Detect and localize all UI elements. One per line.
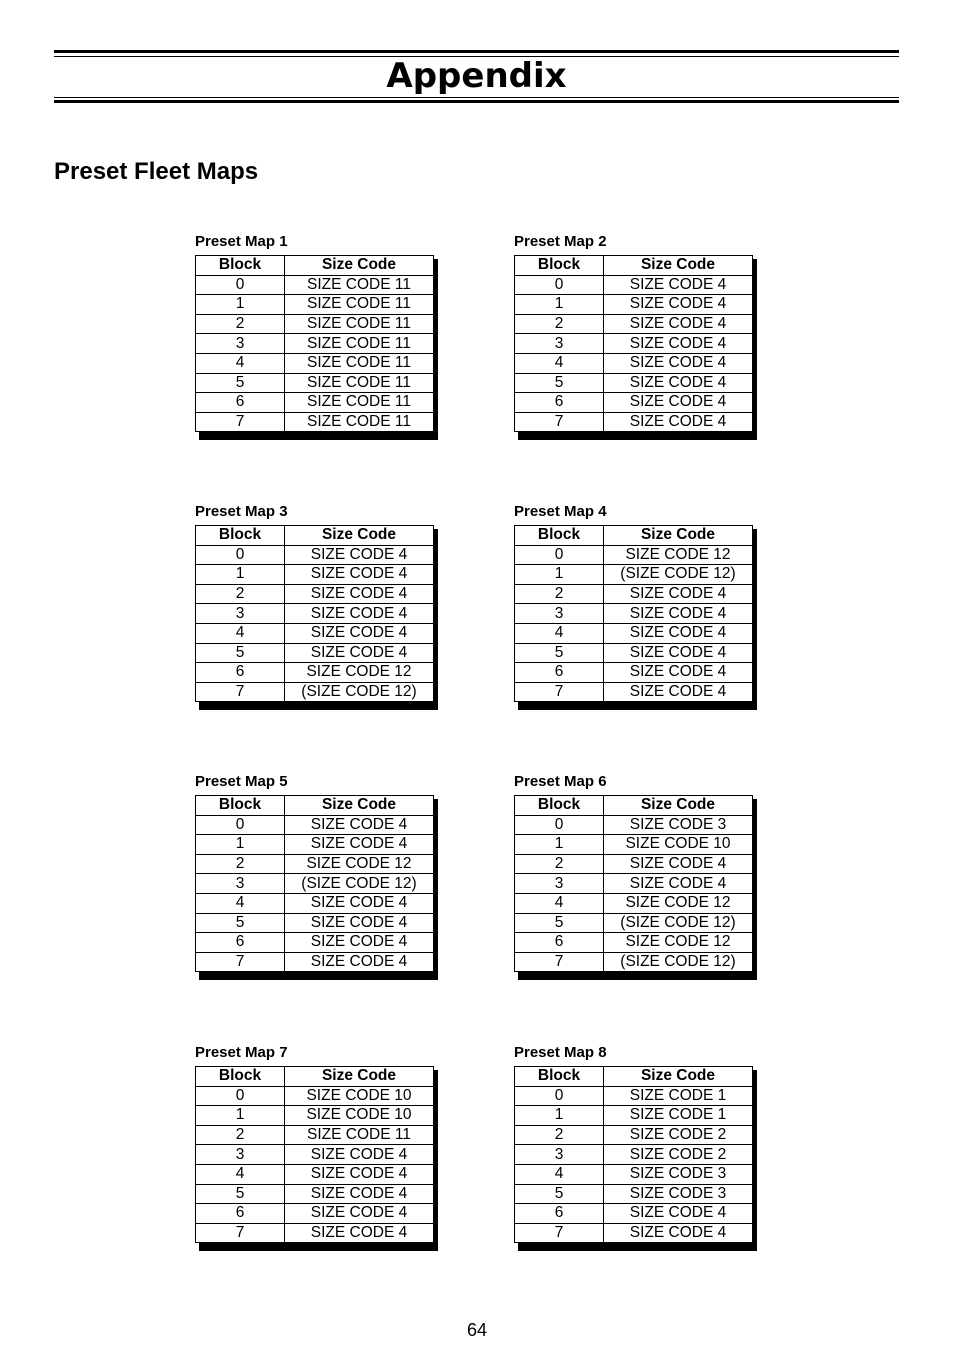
size-code-cell: SIZE CODE 11 [285, 353, 434, 373]
size-code-cell: SIZE CODE 4 [285, 584, 434, 604]
preset-map-table [514, 255, 753, 432]
size-code-cell: SIZE CODE 3 [604, 815, 753, 835]
size-code-cell: SIZE CODE 4 [604, 314, 753, 334]
table-row [515, 643, 753, 663]
block-cell: 0 [196, 545, 285, 565]
preset-map-label: Preset Map 2 [514, 233, 607, 250]
block-cell: 7 [515, 412, 604, 432]
block-cell: 7 [196, 1223, 285, 1243]
table-row [196, 623, 434, 643]
table-row [515, 275, 753, 295]
size-code-cell: SIZE CODE 4 [604, 353, 753, 373]
table-row [515, 1086, 753, 1106]
table-row [515, 565, 753, 585]
table-row [515, 353, 753, 373]
block-cell: 4 [196, 1164, 285, 1184]
column-header-size-code: Size Code [285, 256, 434, 276]
table-row [196, 1204, 434, 1224]
block-cell: 2 [515, 584, 604, 604]
size-code-cell: SIZE CODE 11 [285, 393, 434, 413]
block-cell: 1 [515, 1106, 604, 1126]
preset-map-table-wrapper [514, 525, 753, 706]
column-header-size-code: Size Code [604, 796, 753, 816]
section-title: Preset Fleet Maps [54, 158, 259, 185]
block-cell: 1 [515, 565, 604, 585]
table-row [515, 874, 753, 894]
size-code-cell: SIZE CODE 4 [604, 334, 753, 354]
table-row [196, 584, 434, 604]
table-row [515, 1223, 753, 1243]
table-row [515, 663, 753, 683]
size-code-cell: SIZE CODE 4 [285, 623, 434, 643]
block-cell: 5 [196, 373, 285, 393]
table-row [515, 1145, 753, 1165]
table-row [196, 893, 434, 913]
block-cell: 1 [196, 295, 285, 315]
size-code-cell: SIZE CODE 12 [604, 545, 753, 565]
preset-map-label: Preset Map 5 [195, 773, 288, 790]
size-code-cell: SIZE CODE 4 [604, 874, 753, 894]
size-code-cell: SIZE CODE 10 [604, 835, 753, 855]
block-cell: 3 [515, 334, 604, 354]
block-cell: 5 [196, 643, 285, 663]
table-row [515, 373, 753, 393]
preset-map-table [195, 255, 434, 432]
preset-map-label: Preset Map 6 [514, 773, 607, 790]
table-header-row [515, 796, 753, 816]
page-number: 64 [466, 1320, 488, 1340]
block-cell: 1 [515, 295, 604, 315]
size-code-cell: (SIZE CODE 12) [285, 682, 434, 702]
preset-map-1 [195, 233, 445, 436]
preset-map-table [195, 525, 434, 702]
table-row [515, 604, 753, 624]
size-code-cell: SIZE CODE 10 [285, 1086, 434, 1106]
size-code-cell: SIZE CODE 12 [604, 933, 753, 953]
table-header-row [196, 256, 434, 276]
preset-map-label: Preset Map 1 [195, 233, 288, 250]
block-cell: 0 [196, 1086, 285, 1106]
table-row [515, 1106, 753, 1126]
table-row [196, 412, 434, 432]
size-code-cell: SIZE CODE 4 [604, 663, 753, 683]
preset-map-5 [195, 773, 445, 976]
block-cell: 6 [196, 933, 285, 953]
block-cell: 4 [515, 1164, 604, 1184]
block-cell: 7 [196, 682, 285, 702]
table-row [196, 1184, 434, 1204]
size-code-cell: SIZE CODE 4 [285, 1145, 434, 1165]
table-row [196, 334, 434, 354]
size-code-cell: SIZE CODE 11 [285, 314, 434, 334]
block-cell: 3 [515, 1145, 604, 1165]
block-cell: 4 [515, 353, 604, 373]
table-row [515, 393, 753, 413]
block-cell: 6 [196, 1204, 285, 1224]
block-cell: 0 [515, 815, 604, 835]
size-code-cell: SIZE CODE 11 [285, 1125, 434, 1145]
size-code-cell: SIZE CODE 2 [604, 1125, 753, 1145]
block-cell: 0 [196, 275, 285, 295]
table-row [196, 353, 434, 373]
table-row [515, 295, 753, 315]
table-row [196, 545, 434, 565]
table-row [515, 1184, 753, 1204]
table-row [196, 275, 434, 295]
size-code-cell: (SIZE CODE 12) [285, 874, 434, 894]
table-row [196, 874, 434, 894]
preset-map-3 [195, 503, 445, 706]
column-header-block: Block [515, 796, 604, 816]
table-row [515, 1125, 753, 1145]
block-cell: 5 [196, 1184, 285, 1204]
block-cell: 6 [515, 1204, 604, 1224]
header-rule-bottom-thick [54, 100, 899, 103]
size-code-cell: SIZE CODE 11 [285, 295, 434, 315]
size-code-cell: SIZE CODE 4 [604, 1223, 753, 1243]
table-row [196, 393, 434, 413]
preset-map-table [195, 1066, 434, 1243]
preset-map-table-wrapper [514, 795, 753, 976]
column-header-block: Block [515, 526, 604, 546]
size-code-cell: SIZE CODE 4 [604, 682, 753, 702]
size-code-cell: SIZE CODE 4 [604, 623, 753, 643]
block-cell: 2 [515, 314, 604, 334]
table-header-row [515, 1067, 753, 1087]
size-code-cell: SIZE CODE 4 [285, 604, 434, 624]
size-code-cell: SIZE CODE 3 [604, 1184, 753, 1204]
table-row [515, 913, 753, 933]
block-cell: 0 [515, 275, 604, 295]
column-header-size-code: Size Code [604, 1067, 753, 1087]
column-header-block: Block [196, 256, 285, 276]
size-code-cell: SIZE CODE 11 [285, 373, 434, 393]
size-code-cell: SIZE CODE 1 [604, 1086, 753, 1106]
size-code-cell: SIZE CODE 1 [604, 1106, 753, 1126]
table-row [515, 854, 753, 874]
column-header-block: Block [196, 796, 285, 816]
page-title: Appendix [386, 56, 567, 96]
block-cell: 6 [515, 393, 604, 413]
table-row [196, 835, 434, 855]
preset-map-2 [514, 233, 764, 436]
preset-map-table-wrapper [514, 1066, 753, 1247]
block-cell: 6 [196, 663, 285, 683]
size-code-cell: SIZE CODE 11 [285, 334, 434, 354]
table-row [196, 682, 434, 702]
column-header-size-code: Size Code [285, 1067, 434, 1087]
table-row [515, 893, 753, 913]
block-cell: 3 [196, 1145, 285, 1165]
size-code-cell: SIZE CODE 4 [285, 952, 434, 972]
table-row [515, 682, 753, 702]
block-cell: 7 [515, 952, 604, 972]
table-row [515, 412, 753, 432]
size-code-cell: SIZE CODE 4 [604, 412, 753, 432]
block-cell: 2 [515, 854, 604, 874]
table-row [196, 952, 434, 972]
block-cell: 4 [515, 893, 604, 913]
block-cell: 3 [196, 604, 285, 624]
block-cell: 4 [196, 353, 285, 373]
preset-map-table [514, 525, 753, 702]
block-cell: 3 [196, 334, 285, 354]
table-row [196, 933, 434, 953]
table-row [196, 1086, 434, 1106]
table-row [196, 643, 434, 663]
table-row [515, 623, 753, 643]
block-cell: 6 [515, 933, 604, 953]
size-code-cell: SIZE CODE 4 [604, 643, 753, 663]
size-code-cell: SIZE CODE 4 [285, 913, 434, 933]
block-cell: 0 [515, 545, 604, 565]
table-row [196, 854, 434, 874]
size-code-cell: SIZE CODE 4 [285, 1223, 434, 1243]
size-code-cell: SIZE CODE 11 [285, 275, 434, 295]
preset-map-label: Preset Map 7 [195, 1044, 288, 1061]
column-header-block: Block [515, 1067, 604, 1087]
size-code-cell: (SIZE CODE 12) [604, 565, 753, 585]
block-cell: 3 [196, 874, 285, 894]
size-code-cell: SIZE CODE 4 [285, 1164, 434, 1184]
block-cell: 3 [515, 604, 604, 624]
block-cell: 0 [515, 1086, 604, 1106]
size-code-cell: SIZE CODE 12 [285, 854, 434, 874]
block-cell: 1 [515, 835, 604, 855]
size-code-cell: SIZE CODE 4 [285, 1184, 434, 1204]
size-code-cell: SIZE CODE 11 [285, 412, 434, 432]
table-row [515, 584, 753, 604]
block-cell: 5 [515, 643, 604, 663]
size-code-cell: SIZE CODE 4 [604, 604, 753, 624]
size-code-cell: (SIZE CODE 12) [604, 913, 753, 933]
column-header-size-code: Size Code [604, 256, 753, 276]
table-row [515, 1204, 753, 1224]
block-cell: 2 [196, 1125, 285, 1145]
preset-map-8 [514, 1044, 764, 1247]
table-header-row [515, 256, 753, 276]
table-row [515, 545, 753, 565]
table-header-row [196, 526, 434, 546]
preset-map-table-wrapper [195, 1066, 434, 1247]
table-row [515, 835, 753, 855]
block-cell: 4 [196, 623, 285, 643]
block-cell: 7 [196, 412, 285, 432]
preset-map-table [514, 795, 753, 972]
block-cell: 4 [196, 893, 285, 913]
size-code-cell: SIZE CODE 4 [604, 295, 753, 315]
header-rule-bottom-thin [54, 97, 899, 98]
size-code-cell: SIZE CODE 4 [285, 565, 434, 585]
preset-map-label: Preset Map 3 [195, 503, 288, 520]
preset-map-4 [514, 503, 764, 706]
block-cell: 5 [515, 373, 604, 393]
block-cell: 5 [515, 913, 604, 933]
size-code-cell: SIZE CODE 4 [285, 933, 434, 953]
block-cell: 7 [515, 682, 604, 702]
table-row [196, 314, 434, 334]
table-header-row [196, 796, 434, 816]
block-cell: 6 [196, 393, 285, 413]
size-code-cell: SIZE CODE 12 [285, 663, 434, 683]
block-cell: 1 [196, 835, 285, 855]
size-code-cell: SIZE CODE 4 [604, 584, 753, 604]
size-code-cell: SIZE CODE 4 [285, 1204, 434, 1224]
column-header-size-code: Size Code [604, 526, 753, 546]
table-header-row [196, 1067, 434, 1087]
block-cell: 3 [515, 874, 604, 894]
block-cell: 2 [196, 314, 285, 334]
size-code-cell: SIZE CODE 4 [604, 275, 753, 295]
block-cell: 2 [196, 854, 285, 874]
block-cell: 1 [196, 1106, 285, 1126]
preset-map-table-wrapper [195, 525, 434, 706]
size-code-cell: SIZE CODE 4 [285, 643, 434, 663]
block-cell: 7 [515, 1223, 604, 1243]
table-row [196, 604, 434, 624]
block-cell: 2 [515, 1125, 604, 1145]
size-code-cell: SIZE CODE 4 [285, 545, 434, 565]
size-code-cell: SIZE CODE 12 [604, 893, 753, 913]
table-row [515, 933, 753, 953]
table-row [196, 1164, 434, 1184]
block-cell: 0 [196, 815, 285, 835]
table-row [515, 314, 753, 334]
column-header-block: Block [196, 1067, 285, 1087]
preset-map-label: Preset Map 8 [514, 1044, 607, 1061]
block-cell: 6 [515, 663, 604, 683]
block-cell: 1 [196, 565, 285, 585]
table-row [196, 1145, 434, 1165]
table-row [515, 1164, 753, 1184]
size-code-cell: SIZE CODE 4 [285, 815, 434, 835]
preset-map-7 [195, 1044, 445, 1247]
block-cell: 4 [515, 623, 604, 643]
block-cell: 2 [196, 584, 285, 604]
table-row [196, 1106, 434, 1126]
block-cell: 7 [196, 952, 285, 972]
table-header-row [515, 526, 753, 546]
preset-map-table-wrapper [514, 255, 753, 436]
column-header-block: Block [515, 256, 604, 276]
preset-map-table-wrapper [195, 255, 434, 436]
size-code-cell: SIZE CODE 10 [285, 1106, 434, 1126]
size-code-cell: SIZE CODE 4 [604, 393, 753, 413]
size-code-cell: SIZE CODE 4 [604, 1204, 753, 1224]
preset-map-table [195, 795, 434, 972]
size-code-cell: SIZE CODE 3 [604, 1164, 753, 1184]
table-row [196, 295, 434, 315]
column-header-block: Block [196, 526, 285, 546]
table-row [196, 1125, 434, 1145]
preset-map-6 [514, 773, 764, 976]
block-cell: 5 [515, 1184, 604, 1204]
column-header-size-code: Size Code [285, 796, 434, 816]
table-row [196, 913, 434, 933]
table-row [196, 815, 434, 835]
size-code-cell: (SIZE CODE 12) [604, 952, 753, 972]
size-code-cell: SIZE CODE 2 [604, 1145, 753, 1165]
table-row [196, 565, 434, 585]
preset-map-table [514, 1066, 753, 1243]
table-row [515, 334, 753, 354]
size-code-cell: SIZE CODE 4 [604, 373, 753, 393]
preset-map-table-wrapper [195, 795, 434, 976]
block-cell: 5 [196, 913, 285, 933]
preset-map-label: Preset Map 4 [514, 503, 607, 520]
size-code-cell: SIZE CODE 4 [285, 893, 434, 913]
table-row [196, 663, 434, 683]
size-code-cell: SIZE CODE 4 [285, 835, 434, 855]
table-row [515, 952, 753, 972]
table-row [196, 1223, 434, 1243]
table-row [196, 373, 434, 393]
column-header-size-code: Size Code [285, 526, 434, 546]
size-code-cell: SIZE CODE 4 [604, 854, 753, 874]
table-row [515, 815, 753, 835]
